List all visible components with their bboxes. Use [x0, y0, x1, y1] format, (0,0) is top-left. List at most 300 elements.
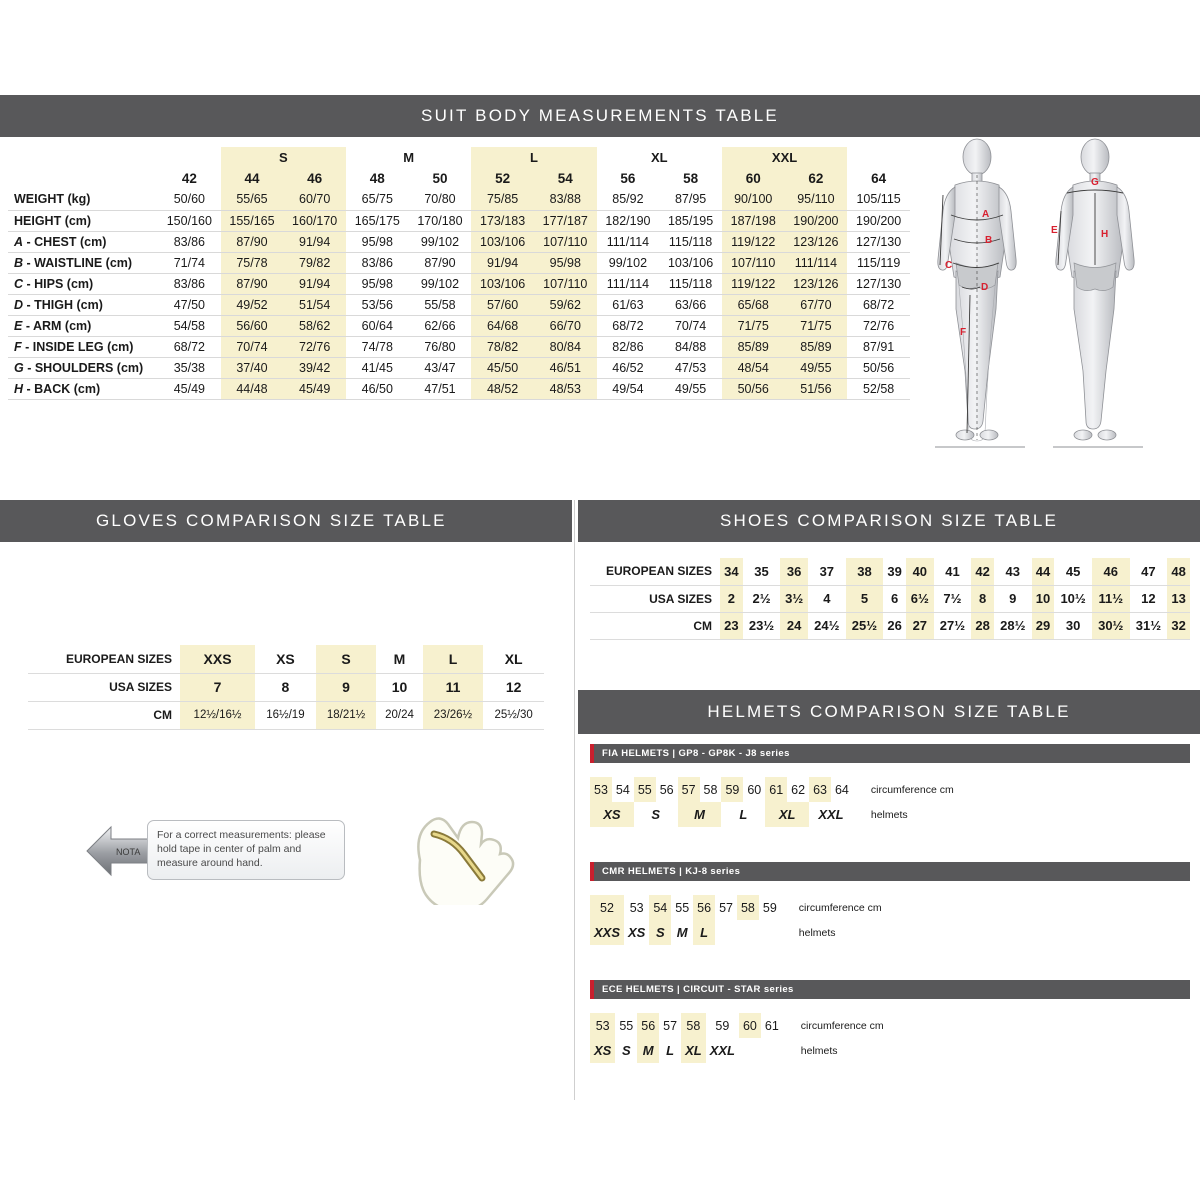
suit-cell: 95/98: [534, 252, 597, 273]
suit-size-header: 50: [432, 170, 448, 186]
svg-text:B: B: [985, 235, 993, 246]
suit-cell: 46/51: [534, 357, 597, 378]
table-row: [590, 612, 1190, 639]
helmet-circumference-cell: 62: [791, 782, 806, 797]
suit-cell: 49/55: [785, 357, 848, 378]
suit-size-header: 44: [221, 167, 284, 189]
shoes-cell: 30½: [1092, 612, 1130, 639]
suit-section-title: SUIT BODY MEASUREMENTS TABLE: [0, 95, 1200, 137]
suit-measurements-table: [8, 147, 910, 400]
suit-cell: 75/85: [471, 189, 534, 210]
suit-cell: 79/82: [283, 252, 346, 273]
helmet-size-cell: XS: [590, 1038, 615, 1063]
suit-cell: 85/89: [722, 336, 785, 357]
shoes-cell: 28½: [994, 612, 1032, 639]
suit-cell: 76/80: [409, 336, 472, 357]
suit-cell: 119/122: [722, 273, 785, 294]
table-row: [8, 252, 910, 273]
suit-group-header-row: [8, 147, 910, 167]
shoes-cell: 4: [808, 585, 846, 612]
helmet-block-header: CMR HELMETS | KJ-8 series: [590, 862, 1190, 881]
shoes-cell: 10: [1032, 585, 1055, 612]
suit-cell: 45/49: [283, 378, 346, 399]
svg-text:D: D: [981, 282, 989, 293]
helmet-size-cell: XS: [590, 802, 634, 827]
suit-table-wrapper: [8, 147, 918, 400]
helmet-circumference-cell: 55: [619, 1018, 634, 1033]
helmet-circumference-cell: 58: [681, 1013, 706, 1038]
shoes-cell: 13: [1167, 585, 1190, 612]
shoes-size-table: [590, 558, 1190, 640]
gloves-row-label: EUROPEAN SIZES: [28, 645, 180, 673]
suit-cell: 83/86: [158, 273, 221, 294]
suit-cell: 119/122: [722, 231, 785, 252]
suit-cell: 45/49: [158, 378, 221, 399]
suit-cell: 127/130: [847, 273, 910, 294]
suit-cell: 111/114: [597, 231, 660, 252]
suit-cell: 58/62: [283, 315, 346, 336]
shoes-cell: 8: [971, 585, 994, 612]
shoes-section: [578, 500, 1200, 690]
vertical-divider: [574, 500, 575, 1100]
shoes-cell: 38: [846, 558, 884, 585]
gloves-cell: M: [376, 645, 422, 673]
suit-cell: 127/130: [847, 231, 910, 252]
table-row: [8, 336, 910, 357]
svg-text:F: F: [960, 327, 967, 338]
shoes-row-label: EUROPEAN SIZES: [590, 558, 720, 585]
suit-cell: 50/56: [722, 378, 785, 399]
suit-cell: 45/50: [471, 357, 534, 378]
gloves-size-table: [28, 645, 544, 730]
shoes-cell: 35: [743, 558, 781, 585]
helmet-circumference-cell: 53: [590, 777, 612, 802]
suit-size-header-row: [8, 167, 910, 189]
shoes-cell: 29: [1032, 612, 1055, 639]
suit-cell: 190/200: [847, 210, 910, 231]
helmet-size-table: [590, 1013, 888, 1063]
suit-cell: 46/52: [597, 357, 660, 378]
gloves-cell: L: [423, 645, 484, 673]
helmet-circumference-note: circumference cm: [870, 783, 954, 796]
helmet-block-header: ECE HELMETS | CIRCUIT - STAR series: [590, 980, 1190, 999]
suit-section: [0, 95, 1200, 490]
shoes-row-label: CM: [590, 612, 720, 639]
table-row: [28, 701, 544, 729]
helmet-size-cell: L: [666, 1043, 675, 1058]
suit-cell: 91/94: [471, 252, 534, 273]
helmet-size-cell: XXL: [709, 1043, 735, 1058]
suit-cell: 64/68: [471, 315, 534, 336]
suit-group-label: XL: [650, 149, 668, 165]
suit-cell: 49/52: [221, 294, 284, 315]
helmet-circumference-cell: 56: [637, 1013, 659, 1038]
suit-cell: 91/94: [283, 231, 346, 252]
suit-group-label: XXL: [722, 147, 847, 167]
shoes-cell: 40: [906, 558, 934, 585]
shoes-cell: 6½: [906, 585, 934, 612]
helmet-circumference-note: circumference cm: [800, 1019, 884, 1032]
suit-row-label: D - THIGH (cm): [8, 294, 158, 315]
suit-cell: 49/55: [659, 378, 722, 399]
suit-cell: 155/165: [221, 210, 284, 231]
helmet-block: [590, 744, 1190, 827]
helmet-circumference-cell: 58: [703, 782, 718, 797]
suit-row-label: H - BACK (cm): [8, 378, 158, 399]
gloves-cell: 18/21½: [316, 701, 377, 729]
suit-cell: 150/160: [158, 210, 221, 231]
suit-cell: 49/54: [597, 378, 660, 399]
shoes-cell: 41: [934, 558, 972, 585]
helmet-circumference-cell: 61: [765, 777, 787, 802]
table-row: [590, 558, 1190, 585]
shoes-cell: 25½: [846, 612, 884, 639]
suit-cell: 35/38: [158, 357, 221, 378]
helmet-size-cell: XXL: [818, 807, 844, 822]
suit-cell: 50/60: [158, 189, 221, 210]
table-row: [590, 895, 886, 920]
gloves-cell: 16½/19: [255, 701, 316, 729]
helmet-size-cell: L: [739, 807, 748, 822]
helmet-size-cell: S: [621, 1043, 631, 1058]
gloves-cell: 25½/30: [483, 701, 544, 729]
suit-cell: 71/75: [722, 315, 785, 336]
suit-cell: 63/66: [659, 294, 722, 315]
suit-cell: 165/175: [346, 210, 409, 231]
gloves-row-label: CM: [28, 701, 180, 729]
shoes-cell: 23½: [743, 612, 781, 639]
shoes-cell: 30: [1054, 612, 1092, 639]
shoes-cell: 42: [971, 558, 994, 585]
suit-cell: 47/50: [158, 294, 221, 315]
suit-cell: 82/86: [597, 336, 660, 357]
table-row: [28, 645, 544, 673]
shoes-cell: 34: [720, 558, 743, 585]
table-row: [590, 802, 958, 827]
shoes-cell: 32: [1167, 612, 1190, 639]
svg-text:E: E: [1051, 225, 1058, 236]
gloves-cell: 9: [316, 673, 377, 701]
suit-cell: 41/45: [346, 357, 409, 378]
svg-text:C: C: [945, 260, 953, 271]
suit-cell: 123/126: [785, 273, 848, 294]
svg-text:G: G: [1091, 177, 1099, 188]
suit-cell: 60/70: [283, 189, 346, 210]
helmet-circumference-cell: 59: [715, 1018, 730, 1033]
gloves-cell: 8: [255, 673, 316, 701]
suit-cell: 48/54: [722, 357, 785, 378]
suit-size-header: 52: [471, 167, 534, 189]
suit-cell: 87/90: [221, 231, 284, 252]
suit-row-label: A - CHEST (cm): [8, 231, 158, 252]
table-row: [8, 357, 910, 378]
suit-cell: 83/86: [346, 252, 409, 273]
suit-cell: 59/62: [534, 294, 597, 315]
suit-cell: 62/66: [409, 315, 472, 336]
table-row: [8, 315, 910, 336]
helmet-size-cell: L: [693, 920, 715, 945]
suit-cell: 75/78: [221, 252, 284, 273]
suit-cell: 190/200: [785, 210, 848, 231]
suit-row-label: B - WAISTLINE (cm): [8, 252, 158, 273]
helmet-circumference-cell: 52: [590, 895, 624, 920]
suit-cell: 56/60: [221, 315, 284, 336]
suit-cell: 51/56: [785, 378, 848, 399]
suit-cell: 68/72: [158, 336, 221, 357]
suit-cell: 71/75: [785, 315, 848, 336]
suit-size-header: 56: [620, 170, 636, 186]
table-row: [28, 673, 544, 701]
shoes-cell: 6: [883, 585, 906, 612]
suit-cell: 87/90: [409, 252, 472, 273]
shoes-cell: 39: [883, 558, 906, 585]
table-row: [590, 585, 1190, 612]
gloves-cell: S: [316, 645, 377, 673]
helmet-size-cell: M: [678, 802, 722, 827]
table-row: [8, 273, 910, 294]
suit-cell: 185/195: [659, 210, 722, 231]
gloves-section: [0, 500, 572, 1100]
suit-cell: 74/78: [346, 336, 409, 357]
suit-cell: 85/89: [785, 336, 848, 357]
suit-cell: 68/72: [847, 294, 910, 315]
suit-cell: 66/70: [534, 315, 597, 336]
helmet-circumference-note: circumference cm: [798, 901, 882, 914]
suit-cell: 91/94: [283, 273, 346, 294]
table-row: [590, 920, 886, 945]
suit-cell: 72/76: [847, 315, 910, 336]
hand-measure-icon: [390, 800, 540, 905]
shoes-section-title: SHOES COMPARISON SIZE TABLE: [578, 500, 1200, 542]
gloves-cell: XL: [483, 645, 544, 673]
suit-row-label: C - HIPS (cm): [8, 273, 158, 294]
shoes-cell: 36: [780, 558, 808, 585]
helmets-section-title: HELMETS COMPARISON SIZE TABLE: [578, 690, 1200, 734]
suit-cell: 182/190: [597, 210, 660, 231]
helmet-size-table: [590, 895, 886, 945]
helmet-size-cell: XL: [765, 802, 809, 827]
suit-cell: 85/92: [597, 189, 660, 210]
suit-cell: 99/102: [409, 273, 472, 294]
suit-cell: 84/88: [659, 336, 722, 357]
helmet-circumference-cell: 61: [764, 1018, 779, 1033]
suit-cell: 160/170: [283, 210, 346, 231]
helmet-circumference-cell: 56: [693, 895, 715, 920]
suit-cell: 107/110: [722, 252, 785, 273]
suit-size-header: 64: [871, 170, 887, 186]
suit-cell: 57/60: [471, 294, 534, 315]
suit-cell: 78/82: [471, 336, 534, 357]
suit-cell: 47/51: [409, 378, 472, 399]
suit-cell: 71/74: [158, 252, 221, 273]
shoes-cell: 31½: [1130, 612, 1168, 639]
table-row: [8, 189, 910, 210]
suit-row-label: E - ARM (cm): [8, 315, 158, 336]
suit-cell: 80/84: [534, 336, 597, 357]
suit-cell: 115/118: [659, 231, 722, 252]
helmet-size-cell: XL: [681, 1038, 706, 1063]
gloves-row-label: USA SIZES: [28, 673, 180, 701]
suit-size-header: 42: [181, 170, 197, 186]
suit-cell: 103/106: [471, 273, 534, 294]
shoes-cell: 2½: [743, 585, 781, 612]
suit-cell: 177/187: [534, 210, 597, 231]
suit-group-label: M: [403, 149, 415, 165]
helmet-circumference-cell: 53: [590, 1013, 615, 1038]
suit-cell: 47/53: [659, 357, 722, 378]
shoes-cell: 12: [1130, 585, 1168, 612]
suit-cell: 187/198: [722, 210, 785, 231]
suit-row-label: HEIGHT (cm): [8, 210, 158, 231]
helmet-circumference-cell: 60: [739, 1013, 761, 1038]
helmet-size-cell: M: [637, 1038, 659, 1063]
suit-cell: 103/106: [659, 252, 722, 273]
suit-size-header: 58: [683, 170, 699, 186]
suit-cell: 173/183: [471, 210, 534, 231]
shoes-cell: 46: [1092, 558, 1130, 585]
helmet-block-header: FIA HELMETS | GP8 - GP8K - J8 series: [590, 744, 1190, 763]
nota-arrow-icon: [85, 824, 151, 878]
shoes-cell: 9: [994, 585, 1032, 612]
shoes-row-label: USA SIZES: [590, 585, 720, 612]
helmet-block: [590, 862, 1190, 945]
gloves-cell: XS: [255, 645, 316, 673]
gloves-cell: 12½/16½: [180, 701, 255, 729]
suit-cell: 90/100: [722, 189, 785, 210]
gloves-cell: 10: [376, 673, 422, 701]
suit-cell: 52/58: [847, 378, 910, 399]
suit-cell: 46/50: [346, 378, 409, 399]
suit-cell: 99/102: [409, 231, 472, 252]
nota-text: For a correct measurements: please hold tape in center of palm and measure around hand.: [147, 820, 345, 880]
helmet-circumference-cell: 59: [762, 900, 777, 915]
suit-cell: 55/58: [409, 294, 472, 315]
helmet-size-cell: XXS: [590, 920, 624, 945]
helmet-size-cell: M: [676, 925, 688, 940]
suit-cell: 115/118: [659, 273, 722, 294]
suit-size-header: 48: [369, 170, 385, 186]
suit-cell: 37/40: [221, 357, 284, 378]
shoes-cell: 37: [808, 558, 846, 585]
helmet-size-table: [590, 777, 958, 827]
suit-cell: 107/110: [534, 231, 597, 252]
suit-cell: 87/95: [659, 189, 722, 210]
table-row: [8, 231, 910, 252]
suit-cell: 51/54: [283, 294, 346, 315]
suit-cell: 107/110: [534, 273, 597, 294]
shoes-cell: 24: [780, 612, 808, 639]
shoes-cell: 5: [846, 585, 884, 612]
svg-text:A: A: [982, 209, 990, 220]
suit-cell: 99/102: [597, 252, 660, 273]
suit-cell: 65/75: [346, 189, 409, 210]
table-row: [590, 777, 958, 802]
suit-cell: 68/72: [597, 315, 660, 336]
suit-cell: 111/114: [785, 252, 848, 273]
shoes-cell: 10½: [1054, 585, 1092, 612]
table-row: [590, 1013, 888, 1038]
shoes-cell: 47: [1130, 558, 1168, 585]
gloves-cell: 7: [180, 673, 255, 701]
helmet-size-cell: S: [651, 807, 661, 822]
helmet-block: [590, 980, 1190, 1063]
shoes-cell: 28: [971, 612, 994, 639]
shoes-cell: 27½: [934, 612, 972, 639]
helmet-size-cell: S: [649, 920, 671, 945]
suit-cell: 95/98: [346, 273, 409, 294]
suit-cell: 61/63: [597, 294, 660, 315]
shoes-cell: 43: [994, 558, 1032, 585]
suit-cell: 95/98: [346, 231, 409, 252]
suit-cell: 48/53: [534, 378, 597, 399]
shoes-cell: 2: [720, 585, 743, 612]
svg-text:H: H: [1101, 229, 1109, 240]
suit-row-label: WEIGHT (kg): [8, 189, 158, 210]
suit-row-label: F - INSIDE LEG (cm): [8, 336, 158, 357]
shoes-cell: 44: [1032, 558, 1055, 585]
suit-row-label: G - SHOULDERS (cm): [8, 357, 158, 378]
suit-cell: 83/86: [158, 231, 221, 252]
suit-cell: 111/114: [597, 273, 660, 294]
suit-cell: 55/65: [221, 189, 284, 210]
suit-cell: 72/76: [283, 336, 346, 357]
helmet-circumference-cell: 55: [634, 777, 656, 802]
shoes-cell: 24½: [808, 612, 846, 639]
suit-cell: 67/70: [785, 294, 848, 315]
suit-cell: 70/74: [659, 315, 722, 336]
body-figures: [915, 135, 1195, 485]
suit-group-label: L: [471, 147, 596, 167]
suit-size-header: 62: [785, 167, 848, 189]
suit-cell: 60/64: [346, 315, 409, 336]
suit-cell: 87/90: [221, 273, 284, 294]
suit-cell: 65/68: [722, 294, 785, 315]
helmet-size-note: helmets: [870, 808, 908, 821]
shoes-cell: 11½: [1092, 585, 1130, 612]
gloves-cell: 11: [423, 673, 484, 701]
gloves-note: [85, 820, 345, 882]
gloves-cell: 23/26½: [423, 701, 484, 729]
suit-size-header: 54: [534, 167, 597, 189]
table-row: [8, 294, 910, 315]
helmet-circumference-cell: 63: [809, 777, 831, 802]
helmet-circumference-cell: 60: [747, 782, 762, 797]
helmet-circumference-cell: 53: [629, 900, 644, 915]
gloves-cell: XXS: [180, 645, 255, 673]
suit-cell: 50/56: [847, 357, 910, 378]
helmet-circumference-cell: 54: [615, 782, 630, 797]
suit-group-label: S: [221, 147, 346, 167]
suit-cell: 39/42: [283, 357, 346, 378]
helmet-circumference-cell: 57: [719, 900, 733, 915]
helmet-size-note: helmets: [798, 926, 836, 939]
helmet-size-note: helmets: [800, 1044, 838, 1057]
helmet-circumference-cell: 59: [721, 777, 743, 802]
suit-cell: 53/56: [346, 294, 409, 315]
helmet-circumference-cell: 57: [678, 777, 700, 802]
human-figure-illustration: [915, 135, 1195, 485]
suit-cell: 44/48: [221, 378, 284, 399]
suit-cell: 170/180: [409, 210, 472, 231]
helmet-circumference-cell: 56: [659, 782, 674, 797]
gloves-section-title: GLOVES COMPARISON SIZE TABLE: [0, 500, 572, 542]
helmet-circumference-cell: 64: [834, 782, 849, 797]
nota-badge-label: NOTA: [116, 847, 141, 857]
suit-cell: 87/91: [847, 336, 910, 357]
gloves-cell: 12: [483, 673, 544, 701]
helmet-circumference-cell: 57: [663, 1018, 678, 1033]
helmet-circumference-cell: 54: [649, 895, 671, 920]
